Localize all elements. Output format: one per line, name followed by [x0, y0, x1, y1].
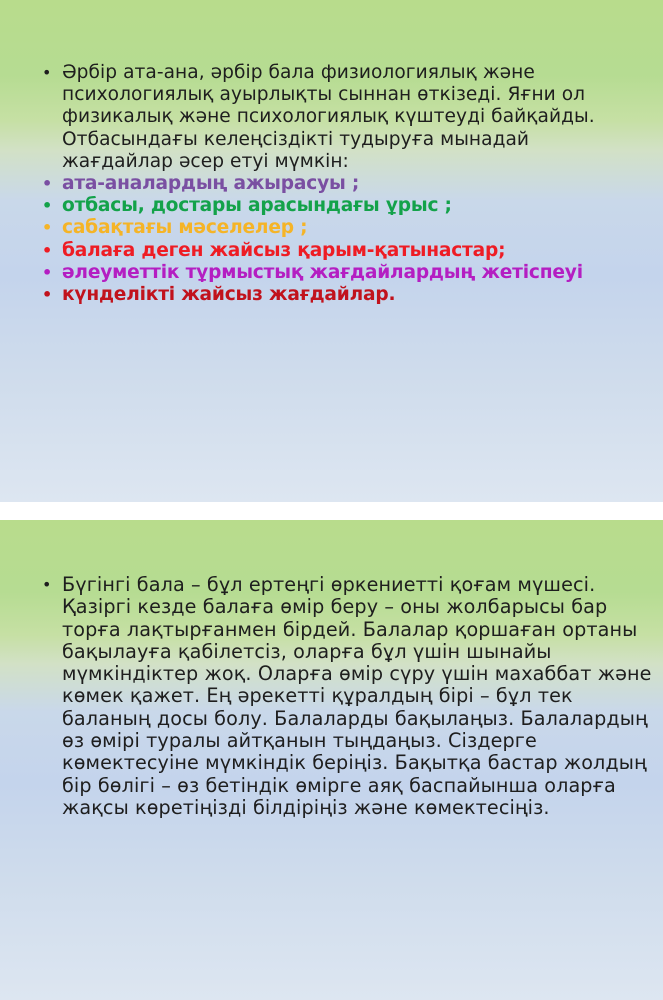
list-item-text: әлеуметтік тұрмыстық жағдайлардың жетіспеуі — [62, 261, 583, 283]
bullet-icon: • — [42, 285, 53, 305]
list-item-divorce — [40, 173, 640, 195]
slide-1-bullet-list — [40, 62, 640, 306]
list-item-text: сабақтағы мәселелер ; — [62, 217, 308, 239]
list-item-text: балаға деген жайсыз қарым-қатынастар; — [62, 239, 506, 261]
list-item-quarrel — [40, 195, 640, 217]
bullet-icon: • — [42, 174, 53, 194]
list-item-school-problems — [40, 217, 640, 239]
bullet-icon: • — [42, 218, 53, 238]
bullet-icon: • — [42, 575, 52, 594]
list-item-social-conditions — [40, 262, 640, 284]
body-text: Бүгінгі бала – бұл ертеңгі өркениетті қоғам мүшесі. Қазіргі кезде балаға өмір беру – оны жолбарысы бар торға лақтырғанмен бірдей. Балалар қоршаған ортаны бақылауға қабілетсіз, оларға бұл үшін шынайы мүмкіндіктер жоқ. Оларға өмір сүру үшін махаббат және көмек қажет. Ең әрекетті құралдың бірі – бұл тек баланың досы болу. Балаларды бақылаңыз. Балалардың өз өмірі туралы айтқанын тыңдаңыз. Сіздерге көмектесуіне мүмкіндік беріңіз. Бақытқа бастар жолдың бір бөлігі – өз бетіндік өмірге аяқ баспайынша оларға жақсы көретіңізді білдіріңіз және көмектесіңіз. — [62, 573, 652, 819]
bullet-icon: • — [42, 196, 53, 216]
bullet-icon: • — [42, 262, 53, 282]
bullet-icon: • — [42, 240, 53, 260]
list-item-text: ата-аналардың ажырасуы ; — [62, 173, 360, 195]
list-item-text: күнделікті жайсыз жағдайлар. — [62, 284, 396, 306]
slide-2-bullet-list — [40, 574, 652, 819]
list-item-daily-situations — [40, 284, 640, 306]
intro-paragraph — [40, 62, 640, 173]
slide-2 — [0, 520, 663, 1000]
intro-text: Әрбір ата-ана, әрбір бала физиологиялық және психологиялық ауырлықты сыннан өткізеді. Яғни ол физикалық және психологиялық күштеуді байқайды. Отбасындағы келеңсіздікті тудыруға мынадай жағдайлар әсер етуі мүмкін: — [62, 62, 595, 172]
bullet-icon: • — [42, 63, 52, 82]
body-paragraph — [40, 574, 652, 819]
list-item-bad-relations — [40, 240, 640, 262]
list-item-text: отбасы, достары арасындағы ұрыс ; — [62, 195, 452, 217]
